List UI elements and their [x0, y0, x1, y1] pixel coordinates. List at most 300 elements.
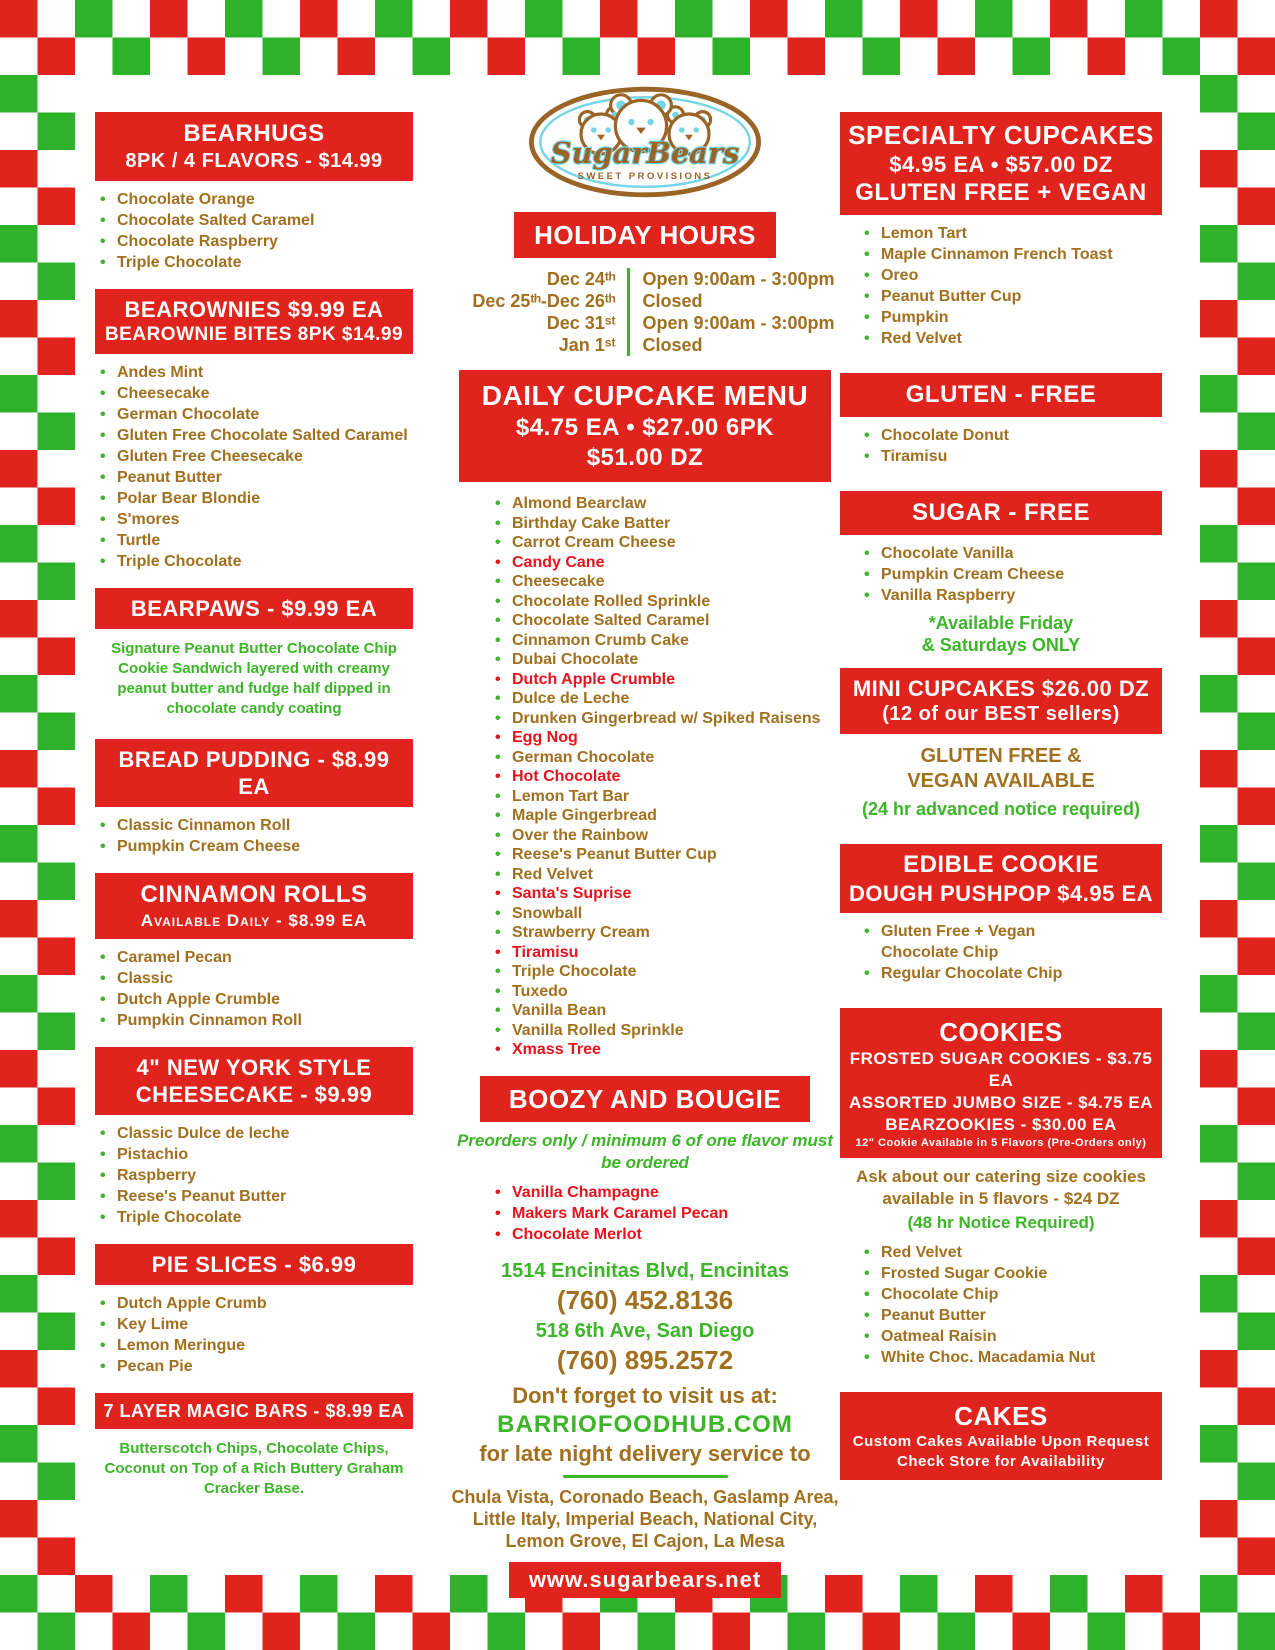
bullet-icon: •: [100, 427, 106, 444]
menu-item-label: Dutch Apple Crumble: [512, 670, 675, 688]
bearpaws-banner: [95, 588, 413, 629]
menu-item: [495, 1021, 821, 1041]
bullet-icon: •: [495, 709, 501, 727]
menu-item: [495, 592, 821, 612]
logo-tagline-text: SWEET PROVISIONS: [577, 170, 713, 182]
menu-item: [100, 488, 413, 509]
bullet-icon: •: [495, 690, 501, 707]
menu-item: [100, 383, 413, 404]
menu-item: [100, 551, 413, 572]
menu-item-label: Dutch Apple Crumble: [117, 991, 280, 1008]
hours-row: [455, 290, 834, 312]
menu-item: [495, 904, 821, 924]
banner-title: 4" NEW YORK STYLE: [136, 1055, 372, 1080]
section-bearhugs: [95, 112, 413, 289]
phone-san-diego: (760) 895.2572: [556, 1344, 734, 1375]
bullet-icon: •: [864, 587, 870, 604]
banner-title: GLUTEN - FREE: [905, 381, 1097, 408]
right-column: [820, 112, 1182, 1480]
menu-item-label: German Chocolate: [512, 748, 655, 766]
menu-item: [100, 1293, 413, 1314]
address-san-diego: 518 6th Ave, San Diego: [535, 1319, 755, 1342]
bullet-icon: •: [495, 514, 501, 532]
bread-pudding-list: [95, 815, 413, 857]
bullet-icon: •: [100, 1188, 106, 1205]
banner-title: SPECIALTY CUPCAKES: [848, 120, 1154, 150]
menu-item: [864, 223, 1113, 244]
bullet-icon: •: [864, 923, 870, 940]
bullet-icon: •: [100, 448, 106, 465]
menu-item-label: Red Velvet: [881, 330, 962, 347]
menu-item: [100, 947, 413, 968]
bullet-icon: •: [495, 651, 501, 668]
menu-item-label: Chocolate Donut: [881, 427, 1009, 444]
menu-item: [495, 865, 821, 885]
banner-subtitle: BEAROWNIE BITES 8PK $14.99: [104, 324, 404, 345]
pushpop-banner: [840, 844, 1162, 913]
sugar-free-note: *Available Friday: [928, 613, 1074, 633]
menu-item-label: Chocolate Vanilla: [881, 545, 1014, 562]
menu-item: [100, 989, 413, 1010]
menu-item-label: Carrot Cream Cheese: [512, 534, 676, 551]
address-encinitas: 1514 Encinitas Blvd, Encinitas: [501, 1259, 789, 1282]
section-pie-slices: [95, 1244, 413, 1393]
menu-item-label: Tiramisu: [881, 448, 948, 465]
menu-item-label: Vanilla Raspberry: [881, 587, 1016, 604]
bullet-icon: •: [495, 573, 501, 590]
bullet-icon: •: [495, 768, 501, 785]
menu-item: [495, 553, 821, 573]
hours-value: Open 9:00am - 3:00pm: [627, 312, 834, 334]
menu-item: [495, 845, 821, 865]
menu-item-label: Key Lime: [117, 1316, 189, 1333]
menu-item-label: Triple Chocolate: [117, 254, 242, 271]
bullet-icon: •: [495, 982, 501, 1000]
menu-item: [100, 252, 413, 273]
specialty-cupcakes-list: [864, 223, 1113, 349]
daily-cupcake-list: [495, 494, 821, 1060]
menu-item: [864, 585, 1064, 606]
menu-item: [864, 425, 1009, 446]
sugarbears-website-link[interactable]: www.sugarbears.net: [509, 1562, 781, 1598]
bullet-icon: •: [100, 1167, 106, 1184]
bullet-icon: •: [495, 631, 501, 649]
menu-item: [100, 815, 413, 836]
banner-subtitle: CHEESECAKE - $9.99: [135, 1082, 373, 1107]
menu-item-label: Snowball: [512, 904, 583, 922]
menu-item: [100, 1207, 413, 1228]
banner-title: SUGAR - FREE: [911, 499, 1090, 526]
menu-item: [100, 1010, 413, 1031]
menu-item-label: Chocolate Salted Caramel: [512, 612, 710, 629]
menu-item-label: Dulce de Leche: [512, 690, 630, 707]
daily-cupcake-banner: [459, 370, 831, 482]
bullet-icon: •: [100, 254, 106, 271]
menu-item-label: Birthday Cake Batter: [512, 514, 671, 532]
bullet-icon: •: [495, 904, 501, 922]
bearhugs-banner: [95, 112, 413, 181]
menu-item-label: Pistachio: [117, 1146, 189, 1163]
menu-item: [495, 982, 821, 1002]
bullet-icon: •: [495, 553, 501, 571]
menu-item: [495, 611, 821, 631]
menu-item-label: Gluten Free Cheesecake: [117, 448, 303, 465]
menu-item-label: Vanilla Bean: [512, 1002, 607, 1019]
divider-line: [563, 1475, 728, 1478]
banner-title: BEARPAWS - $9.99 EA: [130, 596, 378, 621]
menu-item: [100, 210, 413, 231]
banner-subtitle: GLUTEN FREE + VEGAN: [855, 179, 1147, 206]
visit-line: Don't forget to visit us at:: [512, 1382, 778, 1408]
menu-item-label: Frosted Sugar Cookie: [881, 1265, 1048, 1282]
bullet-icon: •: [864, 288, 870, 305]
banner-title: EDIBLE COOKIE: [903, 851, 1099, 878]
holiday-hours-table: [455, 268, 834, 356]
bullet-icon: •: [864, 309, 870, 326]
bullet-icon: •: [864, 1286, 870, 1303]
menu-item: [864, 244, 1113, 265]
menu-item: [864, 1284, 1095, 1305]
section-cinnamon-rolls: [95, 873, 413, 1047]
bread-pudding-banner: [95, 739, 413, 807]
catering-notice: (48 hr Notice Required): [907, 1213, 1095, 1232]
banner-title: MINI CUPCAKES $26.00 DZ: [852, 676, 1150, 701]
holiday-hours-banner: [514, 212, 776, 258]
menu-item-label: Chocolate Merlot: [512, 1225, 642, 1243]
bullet-icon: •: [100, 838, 106, 855]
bullet-icon: •: [100, 970, 106, 987]
menu-item-label: Maple Gingerbread: [512, 807, 657, 824]
menu-item-label: Classic Dulce de leche: [117, 1125, 290, 1142]
menu-item: [864, 307, 1113, 328]
bullet-icon: •: [495, 963, 501, 980]
bullet-icon: •: [100, 490, 106, 507]
bullet-icon: •: [495, 670, 501, 688]
bullet-icon: •: [864, 267, 870, 284]
menu-item: [100, 1356, 413, 1377]
menu-item-label: Lemon Meringue: [117, 1337, 246, 1354]
middle-column: [450, 86, 840, 1598]
menu-item: [100, 1186, 413, 1207]
sugar-free-banner: [840, 491, 1162, 535]
menu-item: [100, 425, 413, 446]
bullet-icon: •: [864, 427, 870, 444]
section-magic-bars: [95, 1393, 413, 1499]
banner-title: HOLIDAY HOURS: [534, 220, 756, 250]
menu-item-label: Chocolate Rolled Sprinkle: [512, 592, 711, 610]
menu-item: [864, 1326, 1095, 1347]
bullet-icon: •: [495, 495, 501, 512]
bullet-icon: •: [100, 553, 106, 570]
section-bearpaws: [95, 588, 413, 739]
menu-item-label: Pumpkin Cinnamon Roll: [117, 1012, 302, 1029]
bullet-icon: •: [495, 924, 501, 941]
cheesecake-list: [95, 1123, 413, 1228]
pie-slices-list: [95, 1293, 413, 1377]
banner-subtitle: 8PK / 4 FLAVORS - $14.99: [125, 150, 383, 172]
bullet-icon: •: [495, 729, 501, 746]
menu-item-label: Classic Cinnamon Roll: [117, 817, 291, 834]
menu-item: [495, 1001, 821, 1021]
banner-price-line: ASSORTED JUMBO SIZE - $4.75 EA: [848, 1093, 1154, 1112]
banner-title: BREAD PUDDING - $8.99 EA: [118, 747, 390, 799]
menu-item-label: Candy Cane: [512, 553, 605, 571]
banner-title: 7 LAYER MAGIC BARS - $8.99 EA: [103, 1401, 405, 1421]
bullet-icon: •: [495, 612, 501, 629]
menu-item-label: White Choc. Macadamia Nut: [881, 1349, 1096, 1366]
menu-item-label: Lemon Tart Bar: [512, 787, 630, 805]
menu-item: [100, 404, 413, 425]
menu-item-label: Chocolate Orange: [117, 191, 255, 208]
bullet-icon: •: [864, 448, 870, 465]
menu-item: [100, 509, 413, 530]
banner-title: DAILY CUPCAKE MENU: [481, 380, 809, 411]
bearownies-banner: [95, 289, 413, 354]
bullet-icon: •: [495, 748, 501, 766]
menu-item-label: S'mores: [117, 511, 180, 528]
banner-fine-print: 12" Cookie Available in 5 Flavors (Pre-Orders only): [855, 1137, 1147, 1149]
bullet-icon: •: [864, 1265, 870, 1282]
brand-logo: [525, 86, 765, 198]
bullet-icon: •: [495, 885, 501, 902]
menu-item: [864, 1263, 1095, 1284]
menu-item-label: Red Velvet: [512, 865, 593, 883]
menu-item-label: Chocolate Chip: [881, 1286, 999, 1303]
menu-item: [864, 286, 1113, 307]
menu-item-label: Pecan Pie: [117, 1358, 193, 1375]
bullet-icon: •: [495, 534, 501, 551]
menu-item-label: Dutch Apple Crumb: [117, 1295, 267, 1312]
cheesecake-banner: [95, 1047, 413, 1115]
menu-item-label: Polar Bear Blondie: [117, 490, 261, 507]
cookies-banner: [840, 1008, 1162, 1158]
sugar-free-note: & Saturdays ONLY: [921, 635, 1081, 655]
menu-item-label: Vanilla Champagne: [512, 1183, 659, 1201]
menu-item: [864, 328, 1113, 349]
bullet-icon: •: [100, 991, 106, 1008]
barriofoodhub-link[interactable]: BARRIOFOODHUB.COM: [497, 1410, 793, 1438]
bullet-icon: •: [864, 965, 870, 982]
bullet-icon: •: [864, 1307, 870, 1324]
menu-item: [100, 362, 413, 383]
bearownies-list: [95, 362, 413, 572]
menu-item-label: Almond Bearclaw: [512, 495, 647, 512]
cinnamon-rolls-banner: [95, 873, 413, 939]
menu-item-label: Hot Chocolate: [512, 768, 621, 785]
menu-item: [100, 968, 413, 989]
menu-item: [100, 1314, 413, 1335]
menu-item-label: Santa's Suprise: [512, 885, 632, 902]
banner-title: BEARHUGS: [183, 120, 325, 147]
menu-item-label: Gluten Free + Vegan Chocolate Chip: [881, 923, 1036, 961]
specialty-cupcakes-banner: [840, 112, 1162, 215]
bullet-icon: •: [100, 364, 106, 381]
menu-item-label: Tuxedo: [512, 982, 568, 1000]
bullet-icon: •: [495, 865, 501, 883]
hours-row: [455, 268, 834, 290]
pushpop-list: [864, 921, 1114, 984]
menu-item: [864, 921, 1114, 963]
menu-item: [495, 748, 821, 768]
menu-item-label: Classic: [117, 970, 174, 987]
menu-item-label: Peanut Butter Cup: [881, 288, 1022, 305]
menu-item: [100, 1335, 413, 1356]
menu-item-label: Over the Rainbow: [512, 826, 649, 844]
menu-item: [100, 836, 413, 857]
bullet-icon: •: [100, 212, 106, 229]
mini-note: VEGAN AVAILABLE: [907, 770, 1095, 792]
menu-item: [100, 1165, 413, 1186]
bullet-icon: •: [495, 846, 501, 863]
bullet-icon: •: [100, 511, 106, 528]
menu-item-label: Cinnamon Crumb Cake: [512, 631, 689, 649]
bullet-icon: •: [495, 1183, 501, 1201]
bullet-icon: •: [100, 1146, 106, 1163]
magic-bars-description: Butterscotch Chips, Chocolate Chips, Coconut on Top of a Rich Buttery Graham Cracker Base.: [104, 1440, 404, 1497]
bullet-icon: •: [495, 807, 501, 824]
menu-item: [495, 1182, 728, 1203]
cinnamon-rolls-list: [95, 947, 413, 1031]
delivery-cities: Chula Vista, Coronado Beach, Gaslamp Area, Little Italy, Imperial Beach, National City, Lemon Grove, El Cajon, La Mesa: [451, 1486, 839, 1551]
hours-value: Closed: [627, 334, 702, 356]
hours-date: Jan 1ˢᵗ: [558, 335, 616, 355]
banner-subtitle: Custom Cakes Available Upon Request: [852, 1433, 1150, 1450]
menu-item: [495, 1224, 728, 1245]
bullet-icon: •: [495, 826, 501, 844]
menu-item: [495, 1040, 821, 1060]
bullet-icon: •: [100, 1295, 106, 1312]
bullet-icon: •: [100, 1337, 106, 1354]
menu-item-label: Triple Chocolate: [512, 963, 637, 980]
menu-item-label: Dubai Chocolate: [512, 651, 639, 668]
hours-date: Dec 24ᵗʰ: [546, 269, 616, 289]
menu-item: [495, 631, 821, 651]
banner-title: PIE SLICES - $6.99: [151, 1252, 357, 1277]
bullet-icon: •: [100, 1012, 106, 1029]
menu-item: [864, 963, 1114, 984]
bullet-icon: •: [864, 545, 870, 562]
menu-item-label: Strawberry Cream: [512, 924, 650, 941]
banner-title: COOKIES: [939, 1017, 1063, 1047]
hours-date: Dec 25ᵗʰ-Dec 26ᵗʰ: [472, 291, 616, 311]
cakes-banner: [840, 1392, 1162, 1480]
banner-price-line: FROSTED SUGAR COOKIES - $3.75 EA: [849, 1049, 1153, 1090]
menu-item: [100, 189, 413, 210]
pie-slices-banner: [95, 1244, 413, 1285]
menu-item: [495, 494, 821, 514]
banner-subtitle: Check Store for Availability: [897, 1453, 1105, 1470]
menu-item: [864, 446, 1009, 467]
menu-item-label: Vanilla Rolled Sprinkle: [512, 1021, 684, 1039]
bullet-icon: •: [495, 1204, 501, 1222]
menu-item-label: Egg Nog: [512, 729, 578, 746]
menu-item-label: Caramel Pecan: [117, 949, 232, 966]
menu-item-label: Andes Mint: [117, 364, 204, 381]
banner-subtitle: (12 of our BEST sellers): [882, 703, 1120, 725]
catering-note: Ask about our catering size cookies: [855, 1167, 1147, 1186]
phone-encinitas: (760) 452.8136: [556, 1284, 734, 1315]
bullet-icon: •: [864, 246, 870, 263]
menu-item: [495, 533, 821, 553]
menu-item: [495, 650, 821, 670]
logo-brand-text: SugarBears: [550, 135, 740, 170]
menu-item: [100, 530, 413, 551]
menu-item: [495, 514, 821, 534]
menu-item: [864, 543, 1064, 564]
bullet-icon: •: [495, 787, 501, 805]
magic-bars-banner: [95, 1393, 413, 1429]
bullet-icon: •: [100, 191, 106, 208]
banner-subtitle: Available Daily - $8.99 EA: [140, 911, 368, 930]
boozy-banner: [480, 1076, 810, 1122]
menu-item: [100, 1144, 413, 1165]
left-column: [95, 112, 413, 1499]
bullet-icon: •: [864, 566, 870, 583]
banner-title: BOOZY AND BOUGIE: [508, 1083, 782, 1114]
bullet-icon: •: [100, 949, 106, 966]
hours-date: Dec 31ˢᵗ: [546, 313, 616, 333]
menu-item: [864, 1347, 1095, 1368]
boozy-note: Preorders only / minimum 6 of one flavor must be ordered: [457, 1130, 833, 1172]
bullet-icon: •: [864, 1328, 870, 1345]
menu-item: [495, 923, 821, 943]
bullet-icon: •: [100, 1209, 106, 1226]
menu-item: [864, 1242, 1095, 1263]
menu-item: [495, 728, 821, 748]
hours-row: [455, 312, 834, 334]
menu-item: [100, 231, 413, 252]
mini-note: GLUTEN FREE &: [920, 745, 1082, 767]
bullet-icon: •: [495, 1041, 501, 1058]
menu-item: [864, 265, 1113, 286]
menu-item-label: German Chocolate: [117, 406, 260, 423]
delivery-line: for late night delivery service to: [479, 1440, 811, 1466]
menu-item-label: Lemon Tart: [881, 225, 967, 242]
menu-item-label: Reese's Peanut Butter Cup: [512, 846, 717, 863]
menu-item: [864, 1305, 1095, 1326]
menu-item-label: Triple Chocolate: [117, 553, 242, 570]
bullet-icon: •: [100, 385, 106, 402]
menu-item-label: Peanut Butter: [881, 1307, 986, 1324]
bullet-icon: •: [100, 1358, 106, 1375]
banner-title: CINNAMON ROLLS: [140, 881, 368, 908]
menu-item: [100, 1123, 413, 1144]
cookies-list: [864, 1242, 1095, 1368]
banner-title: BEAROWNIES $9.99 EA: [124, 297, 384, 322]
banner-price-line: $4.75 EA • $27.00 6PK: [515, 414, 775, 441]
bullet-icon: •: [100, 469, 106, 486]
menu-item: [495, 572, 821, 592]
hours-row: [455, 334, 834, 356]
section-specialty-cupcakes: [840, 112, 1162, 223]
bullet-icon: •: [864, 225, 870, 242]
bullet-icon: •: [495, 1002, 501, 1019]
catering-note: available in 5 flavors - $24 DZ: [882, 1189, 1120, 1208]
mini-notice: (24 hr advanced notice required): [861, 799, 1141, 819]
sugar-free-list: [864, 543, 1064, 606]
boozy-list: [495, 1182, 728, 1245]
menu-item-label: Chocolate Raspberry: [117, 233, 278, 250]
bullet-icon: •: [495, 1021, 501, 1039]
menu-item: [495, 670, 821, 690]
menu-item: [100, 446, 413, 467]
banner-price-line: $51.00 DZ: [586, 444, 704, 471]
bullet-icon: •: [100, 817, 106, 834]
menu-item: [495, 767, 821, 787]
bullet-icon: •: [100, 233, 106, 250]
section-bearownies: [95, 289, 413, 588]
menu-item: [864, 564, 1064, 585]
